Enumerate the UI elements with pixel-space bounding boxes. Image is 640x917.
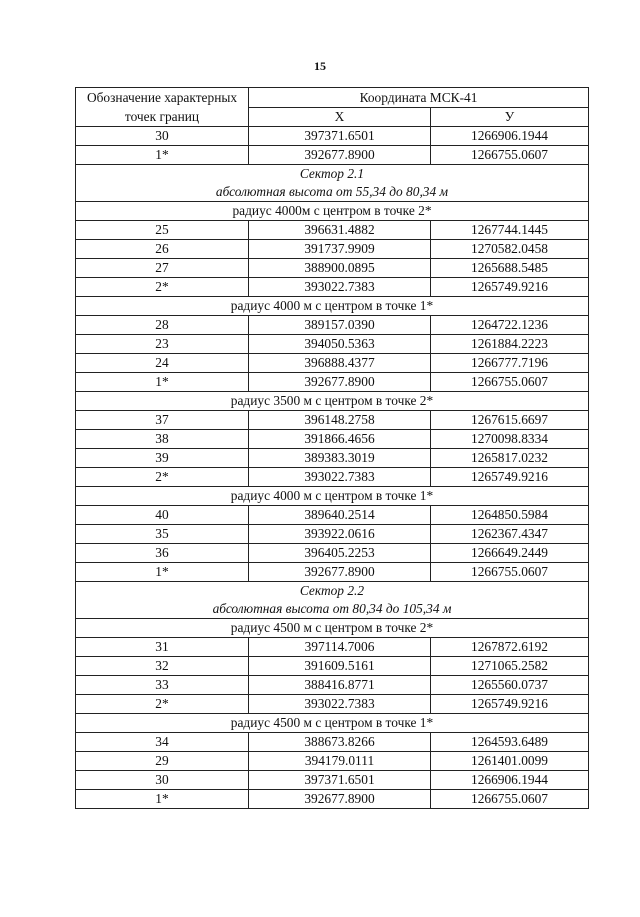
x-coordinate-cell: 389640.2514 xyxy=(249,506,431,525)
sector-title-row xyxy=(76,582,589,601)
x-coordinate-cell: 397371.6501 xyxy=(249,127,431,146)
x-coordinate-cell: 393022.7383 xyxy=(249,695,431,714)
point-cell: 1* xyxy=(76,373,249,392)
x-coordinate-cell: 388900.0895 xyxy=(249,259,431,278)
point-cell: 36 xyxy=(76,544,249,563)
y-coordinate-cell: 1265749.9216 xyxy=(431,468,589,487)
page-number: 15 xyxy=(314,59,326,73)
y-coordinate-cell: 1266777.7196 xyxy=(431,354,589,373)
sector-title-row xyxy=(76,165,589,184)
table-row xyxy=(76,127,589,146)
y-coordinate-cell: 1265749.9216 xyxy=(431,278,589,297)
radius-label: радиус 4000 м с центром в точке 1* xyxy=(76,487,589,506)
x-coordinate-cell: 393022.7383 xyxy=(249,278,431,297)
x-coordinate-cell: 388416.8771 xyxy=(249,676,431,695)
point-cell: 37 xyxy=(76,411,249,430)
radius-row xyxy=(76,392,589,411)
y-column-header: У xyxy=(431,107,589,127)
table-row xyxy=(76,563,589,582)
table-row xyxy=(76,506,589,525)
x-coordinate-cell: 397371.6501 xyxy=(249,771,431,790)
y-coordinate-cell: 1264722.1236 xyxy=(431,316,589,335)
x-coordinate-cell: 393022.7383 xyxy=(249,468,431,487)
table-row xyxy=(76,525,589,544)
point-cell: 26 xyxy=(76,240,249,259)
radius-label: радиус 3500 м с центром в точке 2* xyxy=(76,392,589,411)
radius-label: радиус 4500 м с центром в точке 2* xyxy=(76,619,589,638)
sector-altitude-row xyxy=(76,600,589,619)
points-column-header: Обозначение характерных точек границ xyxy=(76,88,249,127)
radius-label: радиус 4500 м с центром в точке 1* xyxy=(76,714,589,733)
table-row xyxy=(76,771,589,790)
table-row xyxy=(76,373,589,392)
y-coordinate-cell: 1266755.0607 xyxy=(431,563,589,582)
table-row xyxy=(76,468,589,487)
table-row xyxy=(76,259,589,278)
point-cell: 33 xyxy=(76,676,249,695)
x-coordinate-cell: 393922.0616 xyxy=(249,525,431,544)
point-cell: 1* xyxy=(76,563,249,582)
table-row xyxy=(76,278,589,297)
point-cell: 27 xyxy=(76,259,249,278)
table-row xyxy=(76,733,589,752)
y-coordinate-cell: 1266755.0607 xyxy=(431,373,589,392)
point-cell: 40 xyxy=(76,506,249,525)
sector-title: Сектор 2.1 xyxy=(76,165,589,184)
radius-row xyxy=(76,487,589,506)
y-coordinate-cell: 1267744.1445 xyxy=(431,221,589,240)
table-row xyxy=(76,695,589,714)
point-cell: 2* xyxy=(76,695,249,714)
x-coordinate-cell: 389383.3019 xyxy=(249,449,431,468)
table-header-row xyxy=(76,88,589,108)
table-row xyxy=(76,221,589,240)
x-column-header: X xyxy=(249,107,431,127)
x-coordinate-cell: 396888.4377 xyxy=(249,354,431,373)
radius-label: радиус 4000м с центром в точке 2* xyxy=(76,202,589,221)
y-coordinate-cell: 1261401.0099 xyxy=(431,752,589,771)
point-cell: 25 xyxy=(76,221,249,240)
point-cell: 1* xyxy=(76,790,249,809)
sector-altitude: абсолютная высота от 55,34 до 80,34 м xyxy=(76,183,589,202)
y-coordinate-cell: 1266906.1944 xyxy=(431,127,589,146)
table-row xyxy=(76,335,589,354)
y-coordinate-cell: 1266755.0607 xyxy=(431,146,589,165)
y-coordinate-cell: 1270582.0458 xyxy=(431,240,589,259)
x-coordinate-cell: 388673.8266 xyxy=(249,733,431,752)
y-coordinate-cell: 1264593.6489 xyxy=(431,733,589,752)
y-coordinate-cell: 1265749.9216 xyxy=(431,695,589,714)
coordinates-table xyxy=(75,87,589,809)
table-row xyxy=(76,316,589,335)
radius-row xyxy=(76,297,589,316)
x-coordinate-cell: 396405.2253 xyxy=(249,544,431,563)
table-row xyxy=(76,638,589,657)
radius-row xyxy=(76,202,589,221)
point-cell: 29 xyxy=(76,752,249,771)
y-coordinate-cell: 1271065.2582 xyxy=(431,657,589,676)
point-cell: 38 xyxy=(76,430,249,449)
y-coordinate-cell: 1267615.6697 xyxy=(431,411,589,430)
x-coordinate-cell: 392677.8900 xyxy=(249,146,431,165)
x-coordinate-cell: 392677.8900 xyxy=(249,790,431,809)
point-cell: 31 xyxy=(76,638,249,657)
y-coordinate-cell: 1261884.2223 xyxy=(431,335,589,354)
table-row xyxy=(76,657,589,676)
x-coordinate-cell: 389157.0390 xyxy=(249,316,431,335)
point-cell: 2* xyxy=(76,468,249,487)
point-cell: 28 xyxy=(76,316,249,335)
x-coordinate-cell: 392677.8900 xyxy=(249,563,431,582)
x-coordinate-cell: 392677.8900 xyxy=(249,373,431,392)
table-row xyxy=(76,411,589,430)
point-cell: 30 xyxy=(76,127,249,146)
x-coordinate-cell: 391609.5161 xyxy=(249,657,431,676)
y-coordinate-cell: 1265817.0232 xyxy=(431,449,589,468)
y-coordinate-cell: 1266649.2449 xyxy=(431,544,589,563)
table-row xyxy=(76,240,589,259)
y-coordinate-cell: 1266755.0607 xyxy=(431,790,589,809)
y-coordinate-cell: 1266906.1944 xyxy=(431,771,589,790)
table-row xyxy=(76,449,589,468)
sector-altitude: абсолютная высота от 80,34 до 105,34 м xyxy=(76,600,589,619)
table-body xyxy=(76,127,589,809)
x-coordinate-cell: 391737.9909 xyxy=(249,240,431,259)
y-coordinate-cell: 1265560.0737 xyxy=(431,676,589,695)
table-row xyxy=(76,676,589,695)
point-cell: 34 xyxy=(76,733,249,752)
point-cell: 30 xyxy=(76,771,249,790)
sector-altitude-row xyxy=(76,183,589,202)
x-coordinate-cell: 394050.5363 xyxy=(249,335,431,354)
y-coordinate-cell: 1270098.8334 xyxy=(431,430,589,449)
sector-title: Сектор 2.2 xyxy=(76,582,589,601)
x-coordinate-cell: 396631.4882 xyxy=(249,221,431,240)
point-cell: 2* xyxy=(76,278,249,297)
x-coordinate-cell: 397114.7006 xyxy=(249,638,431,657)
coordinate-system-header: Координата МСК-41 xyxy=(249,88,589,108)
table-row xyxy=(76,752,589,771)
radius-row xyxy=(76,619,589,638)
point-cell: 23 xyxy=(76,335,249,354)
point-cell: 39 xyxy=(76,449,249,468)
table-row xyxy=(76,430,589,449)
radius-label: радиус 4000 м с центром в точке 1* xyxy=(76,297,589,316)
point-cell: 24 xyxy=(76,354,249,373)
radius-row xyxy=(76,714,589,733)
y-coordinate-cell: 1265688.5485 xyxy=(431,259,589,278)
y-coordinate-cell: 1267872.6192 xyxy=(431,638,589,657)
x-coordinate-cell: 396148.2758 xyxy=(249,411,431,430)
table-row xyxy=(76,790,589,809)
point-cell: 32 xyxy=(76,657,249,676)
table-row xyxy=(76,146,589,165)
table-row xyxy=(76,544,589,563)
y-coordinate-cell: 1262367.4347 xyxy=(431,525,589,544)
x-coordinate-cell: 394179.0111 xyxy=(249,752,431,771)
table-row xyxy=(76,354,589,373)
point-cell: 1* xyxy=(76,146,249,165)
x-coordinate-cell: 391866.4656 xyxy=(249,430,431,449)
y-coordinate-cell: 1264850.5984 xyxy=(431,506,589,525)
point-cell: 35 xyxy=(76,525,249,544)
